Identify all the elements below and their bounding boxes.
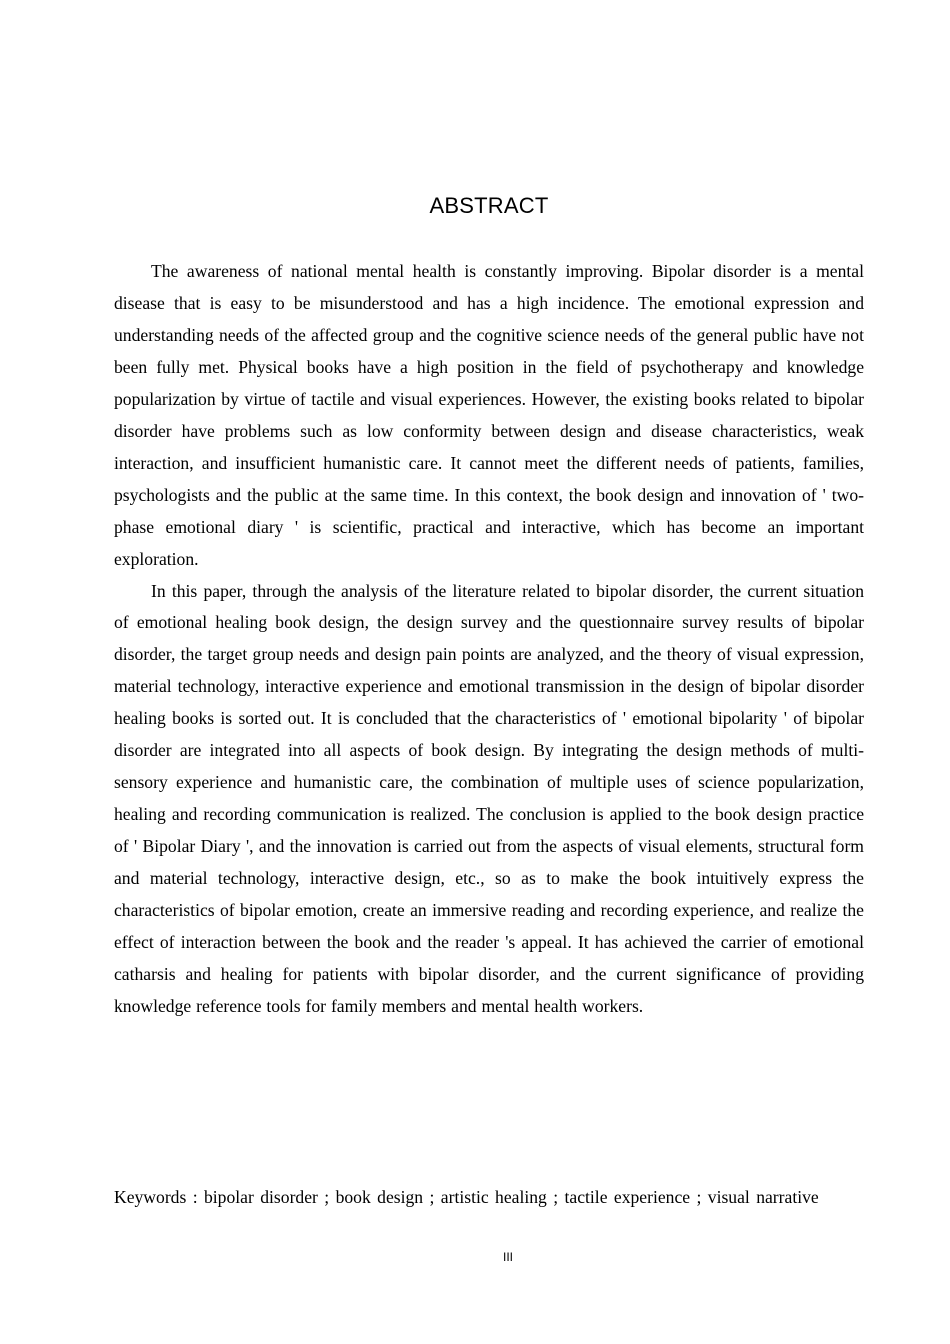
abstract-paragraph-2: In this paper, through the analysis of the literature related to bipolar disorder, the current situation of emotional healing book design, the design survey and the questionnaire survey results of bipolar disorder, the target group needs and design pain points are analyzed, and the theory of visual expression, material technology, interactive experience and emotional transmission in the design of bipolar disorder healing books is sorted out. It is concluded that the characteristics of ' emotional bipolarity ' of bipolar disorder are integrated into all aspects of book design. By integrating the design methods of multi-sensory experience and humanistic care, the combination of multiple uses of science popularization, healing and recording communication is realized. The conclusion is applied to the book design practice of ' Bipolar Diary ', and the innovation is carried out from the aspects of visual elements, structural form and material technology, interactive design, etc., so as to make the book intuitively express the characteristics of bipolar emotion, create an immersive reading and recording experience, and realize the effect of interaction between the book and the reader 's appeal. It has achieved the carrier of emotional catharsis and healing for patients with bipolar disorder, and the current significance of providing knowledge reference tools for family members and mental health workers. (114, 580, 864, 1016)
abstract-body (114, 256, 864, 1023)
abstract-title: ABSTRACT (429, 193, 549, 218)
abstract-paragraph-1: The awareness of national mental health is constantly improving. Bipolar disorder is a mental disease that is easy to be misunderstood and has a high incidence. The emotional expression and understanding needs of the affected group and the cognitive science needs of the general public have not been fully met. Physical books have a high position in the field of psychotherapy and knowledge popularization by virtue of tactile and visual experiences. However, the existing books related to bipolar disorder have problems such as low conformity between design and disease characteristics, weak interaction, and insufficient humanistic care. It cannot meet the different needs of patients, families, psychologists and the public at the same time. In this context, the book design and innovation of ' two-phase emotional diary ' is scientific, practical and interactive, which has become an important exploration. (114, 261, 864, 569)
page-number: III (502, 1250, 513, 1264)
keywords-line: Keywords : bipolar disorder ; book design ; artistic healing ; tactile experience ; visual narrative (114, 1187, 819, 1207)
